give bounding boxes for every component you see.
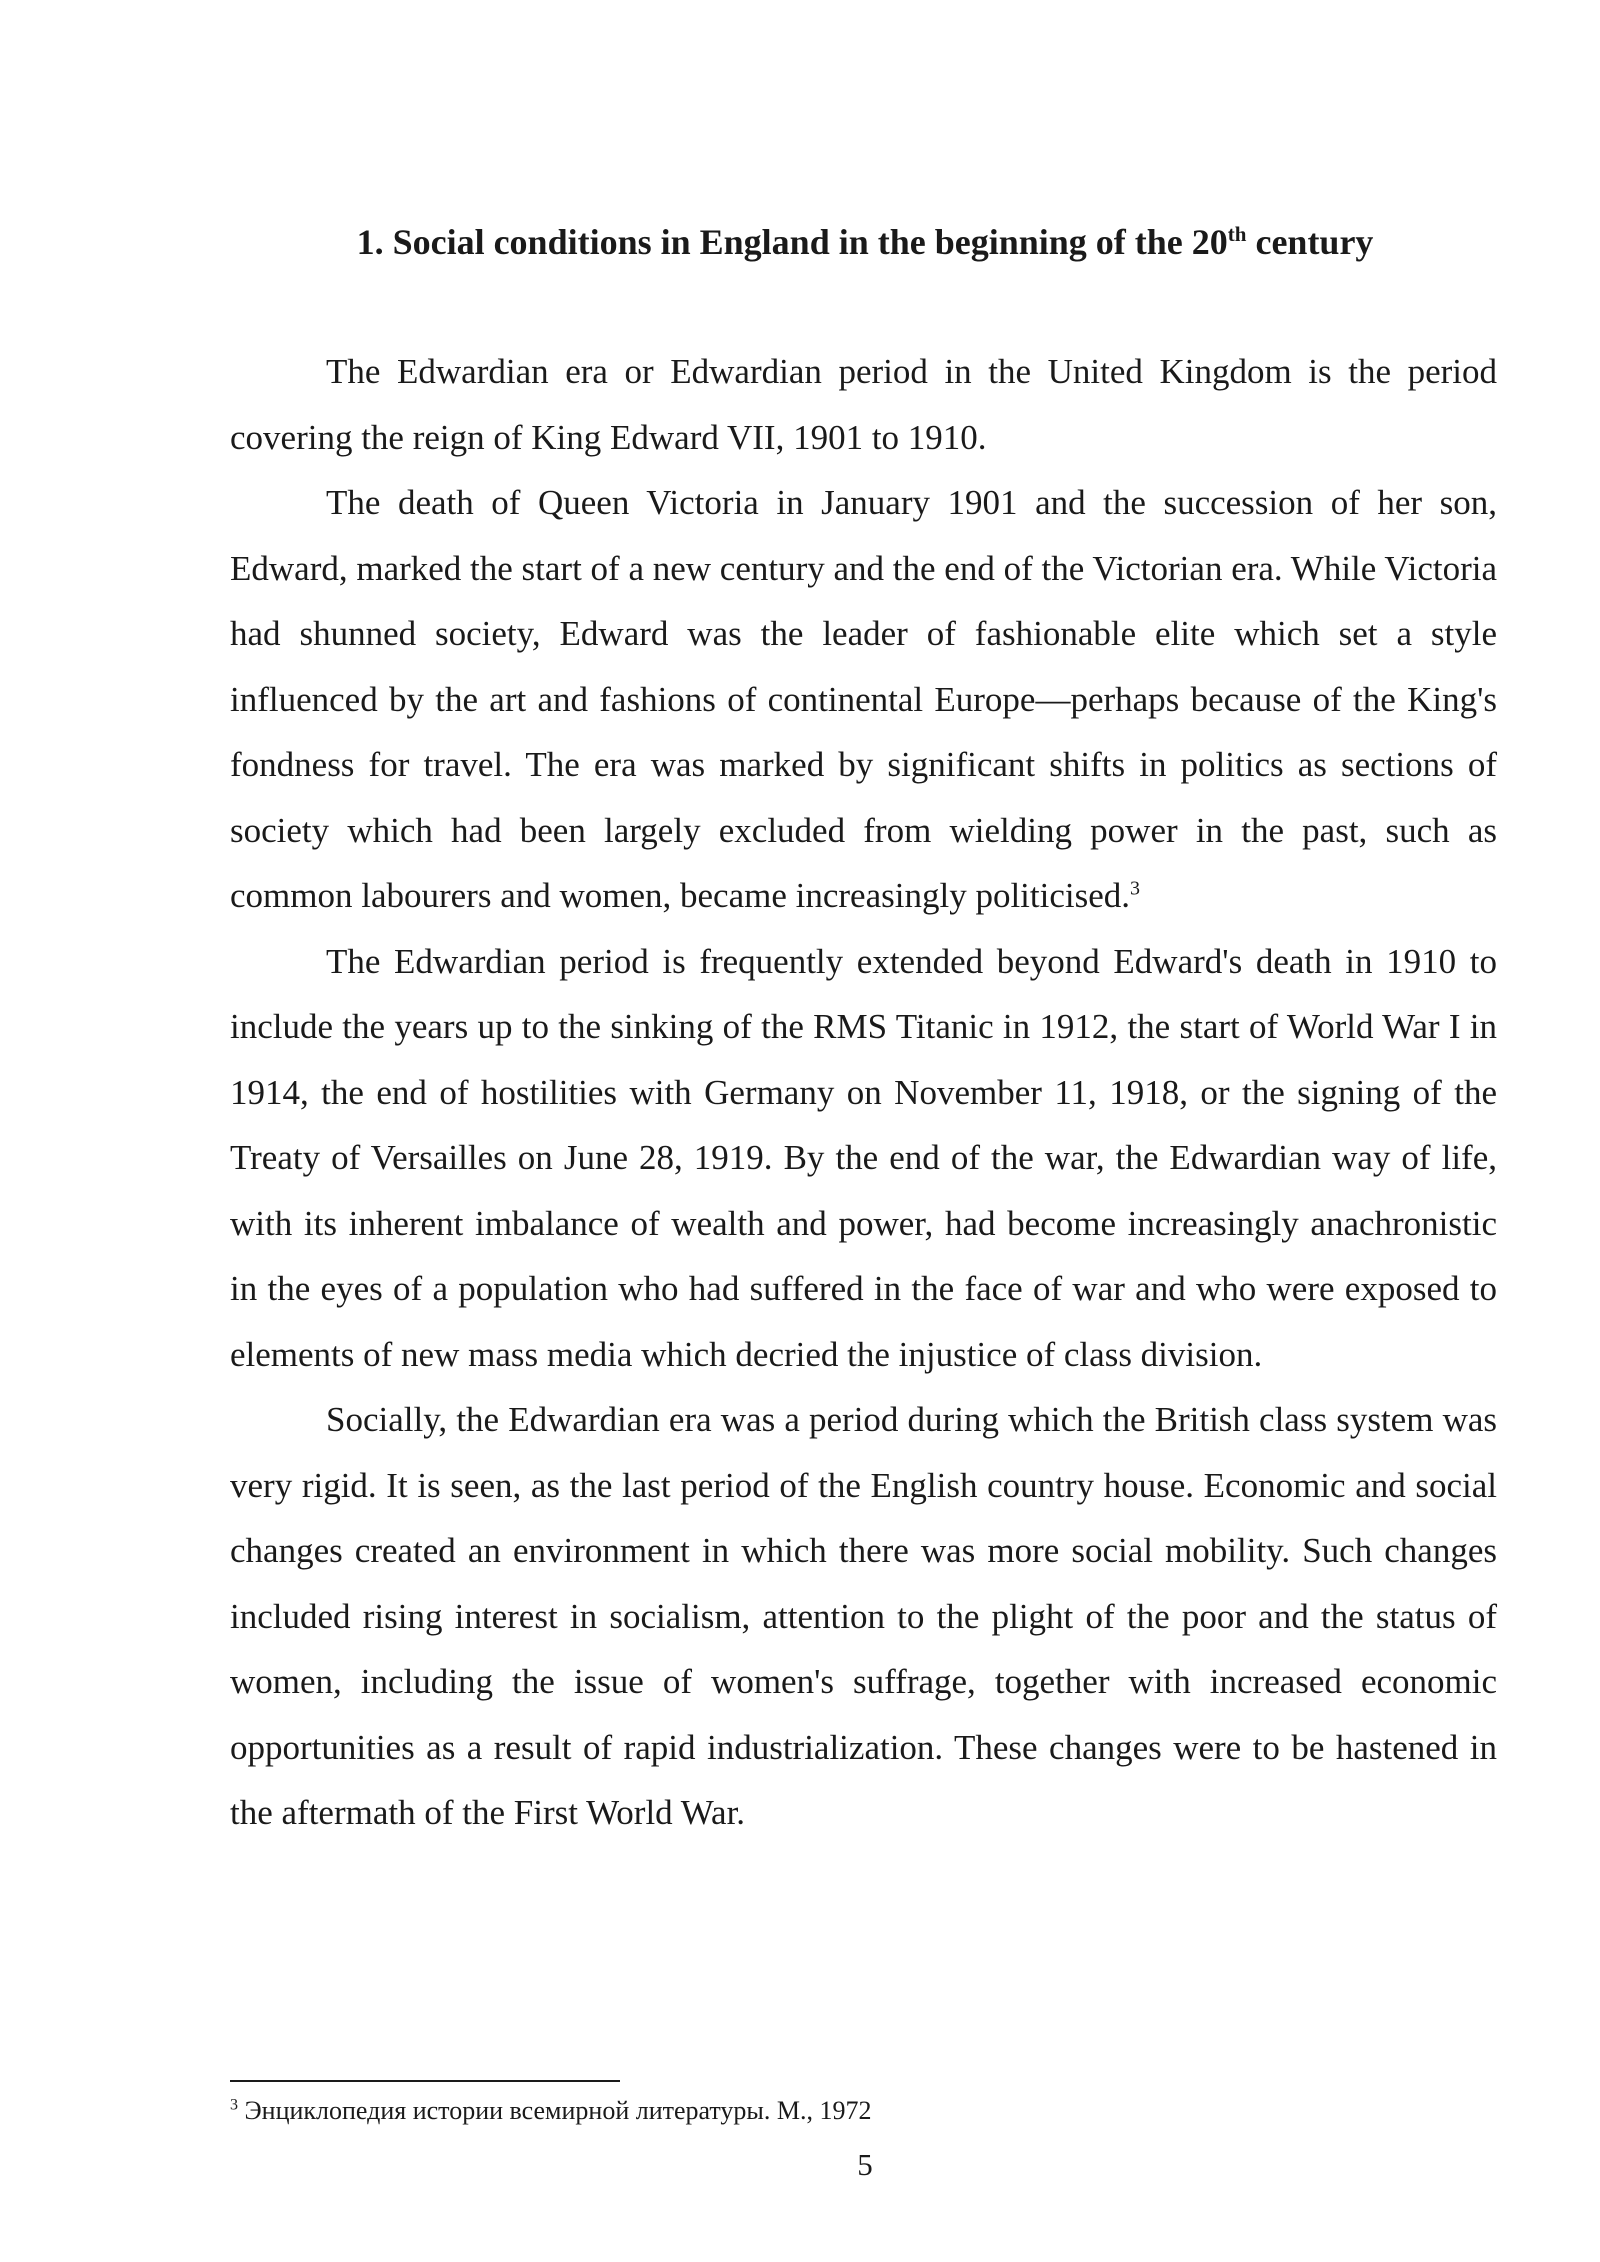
paragraph-text: The Edwardian period is frequently extended beyond Edward's death in 1910 to include the years up to the sinking of the RMS Titanic in 1912, the start of World War I in 1914, the end of hostilities with Germany on November 11, 1918, or the signing of the Treaty of Versailles on June 28, 1919. By the end of the war, the Edwardian way of life, with its inherent imbalance of wealth and power, had become increasingly anachronistic in the eyes of a population who had suffered in the face of war and who were exposed to elements of new mass media which decried the injustice of class division. — [230, 941, 1497, 1374]
paragraph-text: The Edwardian era or Edwardian period in the United Kingdom is the period covering the reign of King Edward VII, 1901 to 1910. — [230, 352, 1497, 457]
heading-ordinal-superscript: th — [1227, 222, 1247, 246]
paragraph-1 — [230, 339, 1497, 470]
footnote-number: 3 — [230, 2096, 238, 2114]
paragraph-text: Socially, the Edwardian era was a period during which the British class system was very rigid. It is seen, as the last period of the English country house. Economic and social changes created an environment in which there was more social mobility. Such changes included rising interest in socialism, attention to the plight of the poor and the status of women, including the issue of women's suffrage, together with increased economic opportunities as a result of rapid industrialization. These changes were to be hastened in the aftermath of the First World War. — [230, 1400, 1497, 1832]
page-number: 5 — [857, 2147, 873, 2182]
body-text — [230, 339, 1497, 1846]
heading-text: 1. Social conditions in England in the beginning of the 20 — [356, 222, 1228, 262]
section-heading — [0, 218, 1600, 266]
footnote — [230, 2092, 872, 2130]
paragraph-2 — [230, 470, 1497, 929]
footnote-reference[interactable]: 3 — [1130, 877, 1141, 900]
paragraph-3 — [230, 929, 1497, 1388]
paragraph-4 — [230, 1387, 1497, 1846]
footnote-text: Энциклопедия истории всемирной литературы. М., 1972 — [238, 2096, 872, 2125]
paragraph-text: The death of Queen Victoria in January 1901 and the succession of her son, Edward, marked the start of a new century and the end of the Victorian era. While Victoria had shunned society, Edward was the leader of fashionable elite which set a style influenced by the art and fashions of continental Europe—perhaps because of the King's fondness for travel. The era was marked by significant shifts in politics as sections of society which had been largely excluded from wielding power in the past, such as common labourers and women, became increasingly politicised. — [230, 483, 1497, 915]
heading-text-end: century — [1246, 222, 1374, 262]
footnote-separator — [230, 2080, 620, 2082]
